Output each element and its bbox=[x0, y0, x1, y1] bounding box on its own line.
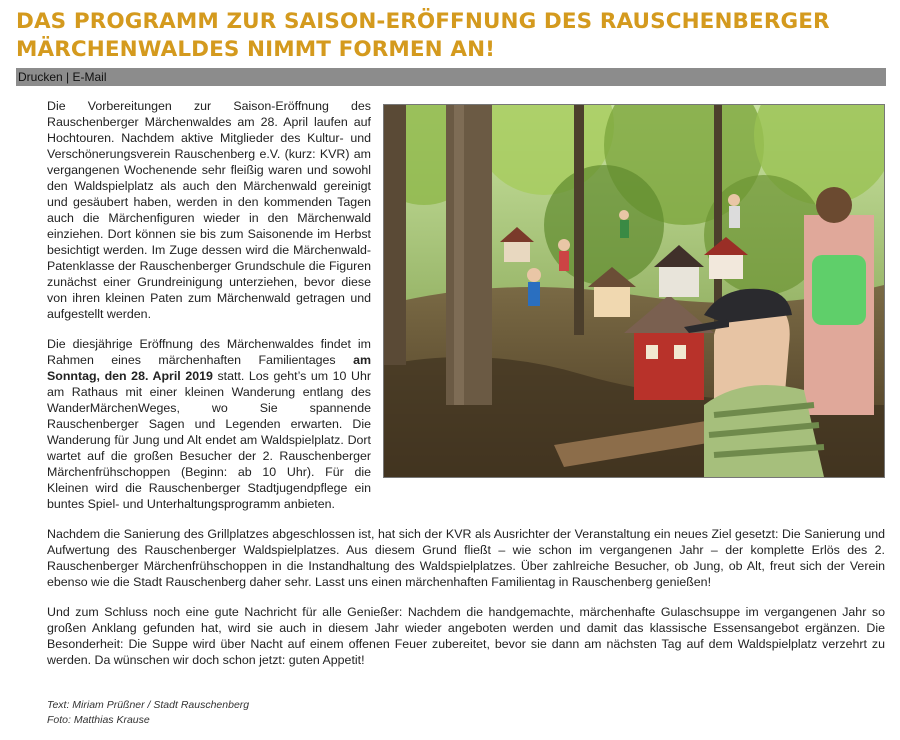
print-link[interactable]: Drucken bbox=[18, 70, 63, 84]
article-body bbox=[47, 98, 885, 682]
article-credits bbox=[47, 698, 249, 728]
article-title: DAS PROGRAMM ZUR SAISON-ERÖFFNUNG DES RAUSCHENBERGER MÄRCHENWALDES NIMMT FORMEN AN! bbox=[16, 9, 830, 62]
photo-credit: Foto: Matthias Krause bbox=[47, 714, 150, 726]
paragraph-3: Nachdem die Sanierung des Grillplatzes abgeschlossen ist, hat sich der KVR als Ausrichter der Veranstaltung ein neues Ziel gesetzt: Die Sanierung und Aufwertung des Rauschenberger Waldspielplatzes. Aus diesem Grund fließt – wie schon im vergangenen Jahr – der komplette Erlös des 2. Rauschenberger Märchenfrühschoppen in die Instandhaltung des Waldspielplatzes. Über zahlreiche Besucher, ob Jung, ob Alt, freut sich der Verein ebenso wie die Stadt Rauschenberg daher sehr. Lasst uns einen märchenhaften Familientag in Rauschenberg genießen! bbox=[47, 527, 885, 589]
paragraph-2-start: Die diesjährige Eröffnung des Märchenwaldes findet im Rahmen eines märchenhaften Familientages bbox=[47, 337, 371, 367]
paragraph-4: Und zum Schluss noch eine gute Nachricht für alle Genießer: Nachdem die handgemachte, märchenhafte Gulaschsuppe im vergangenen Jahr so großen Anklang gefunden hat, wird sie auch in diesem Jahr wieder angeboten werden und damit das klassische Essensangebot ergänzen. Die Besonderheit: Die Suppe wird über Nacht auf einem offenen Feuer zubereitet, bevor sie dann am nächsten Tag auf dem Waldspielplatz verzehrt zu werden. Da wünschen wir doch schon jetzt: guten Appetit! bbox=[47, 605, 885, 667]
article-toolbar bbox=[16, 68, 886, 86]
paragraph-2-end: statt. Los geht’s um 10 Uhr am Rathaus mit einer kleinen Wanderung entlang des WanderMärchenWeges, wo Sie spannende Rauschenberger Sagen und Legenden erwarten. Die Wanderung für Jung und Alt endet am Waldspielplatz. Dort wartet auf die großen Besucher der 2. Rauschenberger Märchenfrühschoppen (Beginn: ab 10 Uhr). Für die Kleinen wird die Rauschenberger Stadtjugendpflege ein buntes Spiel- und Unterhaltungsprogramm anbieten. bbox=[47, 369, 371, 511]
article-photo bbox=[383, 104, 885, 478]
event-date: am Sonntag, den 28. April 2019 bbox=[47, 353, 371, 383]
paragraph-1: Die Vorbereitungen zur Saison-Eröffnung des Rauschenberger Märchenwaldes am 28. April laufen auf Hochtouren. Nachdem aktive Mitglieder des Kultur- und Verschönerungsverein Rauschenberg e.V. (kurz: KVR) am vergangenen Wochenende sehr fleißig waren und sowohl den Waldspielplatz als auch den Märchenwald gereinigt und gesäubert haben, werden in den kommenden Tagen auch die Märchenfiguren wieder in den Märchenwald einziehen. Dort können sie bis zum Saisonende im Herbst besichtigt werden. Im Zuge dessen wird die Märchenwald-Patenklasse der Rauschenberger Grundschule die Figuren zunächst einer Grundreinigung unterziehen, bevor diese von ihren kleinen Paten zum Märchenwald getragen und aufgestellt werden. bbox=[47, 99, 371, 321]
toolbar-separator: | bbox=[62, 70, 73, 84]
text-credit: Text: Miriam Prüßner / Stadt Rauschenberg bbox=[47, 699, 250, 711]
forest-photo-illustration bbox=[384, 105, 884, 477]
email-link[interactable]: E-Mail bbox=[72, 70, 107, 84]
